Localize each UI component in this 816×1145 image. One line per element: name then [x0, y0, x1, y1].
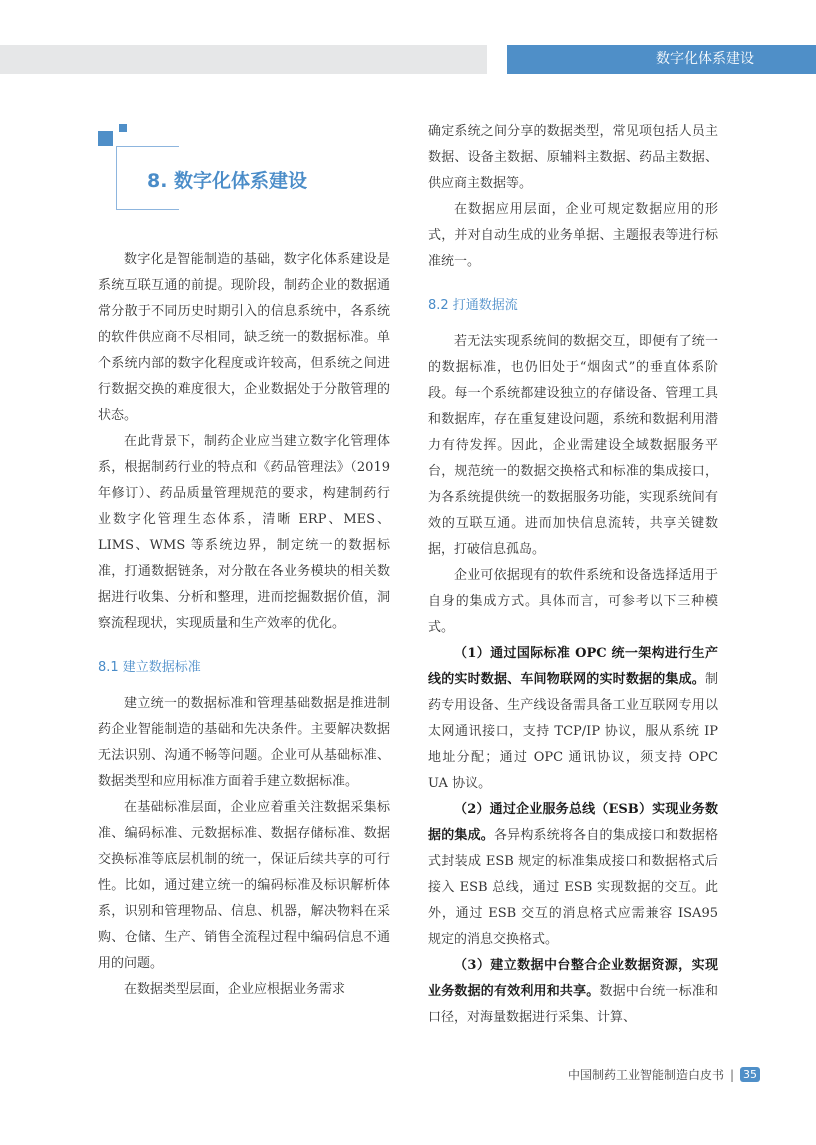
footer	[568, 1066, 760, 1083]
paragraph: 在此背景下，制药企业应当建立数字化管理体系，根据制药行业的特点和《药品管理法》（2019 年修订）、药品质量管理规范的要求，构建制药行业数字化管理生态体系，清晰 ERP、MES、LIMS、WMS 等系统边界，制定统一的数据标准，打通数据链条，对分散在各业务模块的相关数据进行收集、分析和整理，进而挖掘数据价值，洞察流程现状，实现质量和生产效率的优化。	[98, 434, 390, 631]
right-column	[428, 119, 718, 1031]
header-gray-bar	[0, 45, 487, 74]
page-number: 35	[740, 1067, 760, 1082]
mode-text: 数据中台统一标准和口径，对海量数据进行采集、计算、	[428, 984, 718, 1025]
subsection-title: 8.1 建立数据标准	[98, 660, 201, 675]
mode-heading: （3）建立数据中台整合企业数据资源，实现业务数据的有效利用和共享。	[428, 958, 718, 999]
paragraph: 在数据应用层面，企业可规定数据应用的形式，并对自动生成的业务单据、主题报表等进行标准统一。	[428, 202, 718, 269]
mode-text: 各异构系统将各自的集成接口和数据格式封装成 ESB 规定的标准集成接口和数据格式后接入 ESB 总线，通过 ESB 实现数据的交互。此外，通过 ESB 交互的消息格式应需兼容 ISA95 规定的消息交换格式。	[428, 828, 718, 947]
mode-heading: （2）通过企业服务总线（ESB）实现业务数据的集成。	[428, 802, 718, 843]
left-column	[98, 247, 390, 1003]
paragraph: 在数据类型层面，企业应根据业务需求	[124, 982, 346, 997]
footer-separator: |	[729, 1067, 734, 1082]
paragraph: 确定系统之间分享的数据类型，常见项包括人员主数据、设备主数据、原辅料主数据、药品主数据、供应商主数据等。	[428, 124, 718, 191]
section-title: 8. 数字化体系建设	[147, 170, 308, 192]
header-section-label: 数字化体系建设	[507, 45, 816, 74]
decor-square-large	[98, 131, 113, 146]
mode-heading: （1）通过国际标准 OPC 统一架构进行生产线的实时数据、车间物联网的实时数据的集成。	[428, 646, 718, 687]
mode-text: 制药专用设备、生产线设备需具备工业互联网专用以太网通讯接口，支持 TCP/IP 协议，服从系统 IP 地址分配；通过 OPC 通讯协议，须支持 OPC UA 协议。	[428, 672, 718, 791]
paragraph-mode-2	[428, 797, 718, 953]
paragraph: 数字化是智能制造的基础，数字化体系建设是系统互联互通的前提。现阶段，制药企业的数据通常分散于不同历史时期引入的信息系统中，各系统的软件供应商不尽相同，缺乏统一的数据标准。单个系统内部的数字化程度或许较高，但系统之间进行数据交换的难度很大，企业数据处于分散管理的状态。	[98, 252, 390, 423]
paragraph: 建立统一的数据标准和管理基础数据是推进制药企业智能制造的基础和先决条件。主要解决数据无法识别、沟通不畅等问题。企业可从基础标准、数据类型和应用标准方面着手建立数据标准。	[98, 696, 390, 789]
footer-book-title: 中国制药工业智能制造白皮书	[567, 1068, 724, 1082]
subsection-title: 8.2 打通数据流	[428, 298, 518, 313]
paragraph-mode-1	[428, 641, 718, 797]
paragraph: 若无法实现系统间的数据交互，即便有了统一的数据标准，也仍旧处于“烟囱式”的垂直体系阶段。每一个系统都建设独立的存储设备、管理工具和数据库，存在重复建设问题，系统和数据利用潜力有待发挥。因此，企业需建设全域数据服务平台，规范统一的数据交换格式和标准的集成接口，为各系统提供统一的数据服务功能，实现系统间有效的互联互通。进而加快信息流转，共享关键数据，打破信息孤岛。	[428, 334, 718, 557]
decor-square-small	[119, 124, 127, 132]
paragraph: 在基础标准层面，企业应着重关注数据采集标准、编码标准、元数据标准、数据存储标准、数据交换标准等底层机制的统一，保证后续共享的可行性。比如，通过建立统一的编码标准及标识解析体系，识别和管理物品、信息、机器，解决物料在采购、仓储、生产、销售全流程过程中编码信息不通用的问题。	[98, 800, 390, 971]
paragraph-mode-3	[428, 953, 718, 1031]
paragraph: 企业可依据现有的软件系统和设备选择适用于自身的集成方式。具体而言，可参考以下三种模式。	[428, 568, 718, 635]
